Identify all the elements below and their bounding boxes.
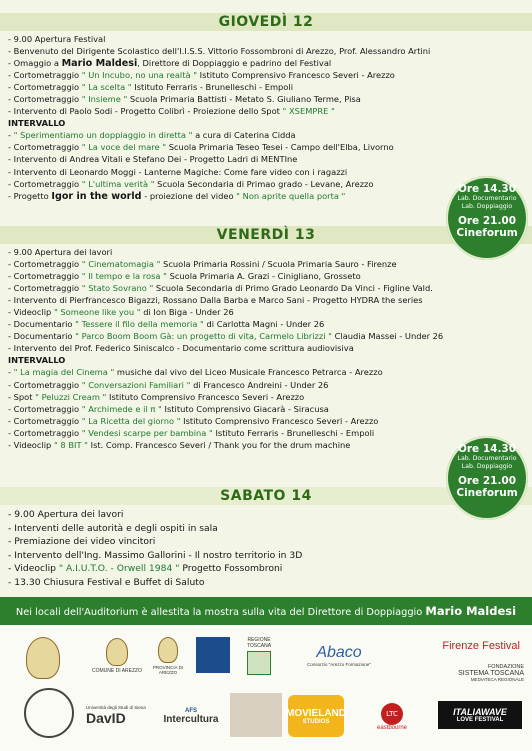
title-highlight: " Non aprite quella porta " — [236, 190, 346, 201]
schedule-item — [0, 535, 532, 549]
item-text: - Cortometraggio — [8, 94, 82, 105]
item-text: - Videoclip — [8, 563, 59, 575]
item-text: - Cortometraggio — [8, 178, 82, 189]
banner-text: Nei locali dell'Auditorium è allestita la mostra sulla vita del Direttore di Doppiaggio — [15, 607, 426, 618]
seal-logo — [24, 688, 74, 738]
title-highlight: " A.I.U.T.O. - Orwell 1984 " — [58, 563, 180, 575]
saturday-title: SABATO 14 — [0, 487, 532, 505]
item-text: - Videoclip — [8, 439, 54, 450]
friday-time-badge — [446, 436, 528, 520]
badge-cineforum: Cineforum — [456, 227, 518, 239]
ltc-logo: LTC eastbourne — [372, 695, 412, 739]
item-text: a cura di Caterina Cidda — [192, 130, 296, 141]
exhibition-banner — [0, 597, 532, 625]
item-text: - — [8, 130, 14, 141]
title-highlight: " 8 BIT " — [53, 439, 88, 450]
item-text: Scuola Secondaria di Primo Grado Leonardo Da Vinci - Figline Vald. — [153, 283, 433, 294]
crest-logo — [26, 637, 60, 679]
item-text: INTERVALLO — [8, 355, 66, 366]
title-highlight: " Stato Sovrano " — [81, 283, 154, 294]
schedule-item — [0, 270, 532, 282]
saturday-section — [0, 487, 532, 590]
title-highlight: " L'ultima verità " — [81, 178, 155, 189]
item-text: musiche dal vivo del Liceo Musicale Francesco Petrarca - Arezzo — [114, 367, 383, 378]
title-highlight: " La voce del mare " — [81, 142, 167, 153]
title-highlight: " Tessere il filo della memoria " — [75, 319, 204, 330]
item-text: - Cortometraggio — [8, 379, 82, 390]
item-text: - Documentario — [8, 331, 76, 342]
badge-lab-dub: Lab. Doppiaggio — [461, 462, 513, 470]
schedule-item — [0, 69, 532, 81]
schedule-item — [0, 153, 532, 165]
item-text: - 9.00 Apertura dei lavori — [8, 509, 124, 520]
provincia-arezzo-logo: PROVINCIA DI AREZZO — [150, 633, 186, 679]
item-text: - Intervento di Leonardo Moggi - Lanterne Magiche: Come fare video con i ragazzi — [8, 166, 348, 177]
regione-emblem-icon — [247, 651, 271, 675]
item-text: - Benvenuto del Dirigente Scolastico dell'I.I.S.S. Vittorio Fossombroni di Arezzo, Prof. Alessandro Artini — [8, 46, 431, 57]
item-text: - Cortometraggio — [8, 415, 82, 426]
title-highlight: " Peluzzi Cream " — [35, 391, 107, 402]
item-text: di Francesco Andreini - Under 26 — [190, 379, 329, 390]
title-highlight: " Il tempo e la rosa " — [81, 271, 167, 282]
schedule-item — [0, 403, 532, 415]
item-text: - Cortometraggio — [8, 283, 82, 294]
item-text: - Intervento di Andrea Vitali e Stefano Dei - Progetto Ladri di — [8, 154, 261, 165]
item-text: - Progetto — [8, 190, 52, 201]
item-text: Progetto Fossombroni — [179, 563, 283, 575]
badge-time-afternoon: Ore 14.30 — [457, 443, 517, 455]
item-text: Scuola Primaria Rossini / Scuola Primaria Sauro - Firenze — [160, 259, 397, 270]
item-text: - Cortometraggio — [8, 142, 82, 153]
movieland-logo: MOVIELAND STUDIOS — [288, 695, 344, 737]
comune-arezzo-logo: COMUNE DI AREZZO — [92, 633, 142, 679]
thursday-schedule — [0, 31, 532, 202]
item-text: MENTIne — [260, 154, 298, 165]
photo-logo — [230, 693, 282, 737]
badge-time-evening: Ore 21.00 — [457, 475, 517, 487]
title-highlight: " Un Incubo, no una realtà " — [81, 70, 198, 81]
schedule-item — [0, 45, 532, 57]
item-text: - Omaggio a — [8, 58, 62, 69]
fondazione-sistema-toscana-logo: FONDAZIONE SISTEMA TOSCANA MEDIATECA REGIONALE — [458, 664, 524, 682]
title-highlight: " Conversazioni Familiari " — [81, 379, 191, 390]
title-highlight: " Parco Boom Boom Gà: un progetto di vita, Carmelo Librizzi " — [75, 331, 332, 342]
thursday-title: GIOVEDÌ 12 — [0, 13, 532, 31]
item-text: - Spot — [8, 391, 36, 402]
item-text: Istituto Ferraris - Brunelleschi - Empoli — [212, 427, 375, 438]
abaco-logo: Abaco Consorzio "Arezzo Formazione" — [307, 643, 371, 667]
item-text: di Carlotta Magni - Under 26 — [203, 319, 325, 330]
italiawave-logo: ITALIAWAVE LOVE FESTIVAL — [438, 701, 522, 729]
intercultura-logo: AFS Intercultura — [163, 707, 219, 725]
schedule-item — [0, 318, 532, 330]
item-text: Scuola Secondaria di Primao grado - Levane, Arezzo — [154, 178, 374, 189]
item-text: - Cortometraggio — [8, 259, 82, 270]
saturday-schedule — [0, 505, 532, 590]
title-highlight: " XSEMPRE " — [282, 106, 335, 117]
friday-title: VENERDÌ 13 — [0, 226, 532, 244]
title-highlight: " Insieme " — [81, 94, 128, 105]
item-text: , Direttore di Doppiaggio e padrino del Festival — [137, 58, 332, 69]
badge-lab-doc: Lab. Documentario — [457, 455, 517, 462]
schedule-item — [0, 576, 532, 590]
schedule-item — [0, 415, 532, 427]
item-text: - Intervento di Pierfrancesco Bigazzi, Rossano Dalla Barba e Marco Sani - Progetto HYDRA the series — [8, 295, 423, 306]
david-logo: Università degli Studi di Siena DavID — [86, 704, 146, 726]
item-text: - Cortometraggio — [8, 403, 82, 414]
badge-time-evening: Ore 21.00 — [457, 215, 517, 227]
item-text: - Interventi delle autorità e degli ospiti in sala — [8, 522, 218, 534]
item-text: - Cortometraggio — [8, 271, 82, 282]
title-highlight: " Sperimentiamo un doppiaggio in diretta " — [13, 130, 193, 141]
item-text: di Ion Biga - Under 26 — [140, 307, 234, 318]
schedule-item — [0, 33, 532, 45]
name-highlight: Igor in the world — [51, 190, 142, 202]
institute-logo — [196, 637, 230, 673]
item-text: - 9.00 Apertura Festival — [8, 34, 106, 44]
schedule-item — [0, 294, 532, 306]
item-text: - Intervento dell'Ing. Massimo Gallorini - Il nostro territorio in 3D — [8, 549, 303, 561]
item-text: Istituto Comprensivo Giacarà - Siracusa — [161, 403, 329, 414]
item-text: Ist. Comp. Francesco Severi / Thank you for the drum machine — [87, 439, 351, 450]
schedule-item — [0, 379, 532, 391]
friday-schedule — [0, 244, 532, 451]
item-text: Istituto Comprensivo Francesco Severi - Arezzo — [197, 70, 395, 81]
firenze-festival-logo: Firenze Festival — [442, 640, 520, 652]
badge-lab-doc: Lab. Documentario — [457, 195, 517, 202]
item-text: Istituto Ferraris - Brunelleschi - Empoli — [131, 82, 293, 93]
item-text: - Cortometraggio — [8, 82, 82, 93]
name-highlight: Mario Maldesi — [61, 58, 138, 70]
item-text: Istituto Comprensivo Francesco Severi - Arezzo — [180, 415, 379, 426]
thursday-section — [0, 13, 532, 202]
item-text: - Cortometraggio — [8, 427, 82, 438]
sponsor-logos — [0, 625, 532, 751]
item-text: INTERVALLO — [8, 118, 66, 129]
title-highlight: " Someone like you " — [53, 307, 141, 318]
schedule-item — [0, 306, 532, 318]
schedule-item — [0, 246, 532, 258]
regione-toscana-logo: REGIONE TOSCANA — [242, 633, 276, 679]
item-text: Scuola Primaria Battisti - Metato S. Giuliano Terme, Pisa — [127, 94, 361, 105]
item-text: - Documentario — [8, 319, 76, 330]
schedule-item — [0, 258, 532, 270]
schedule-item — [0, 391, 532, 403]
title-highlight: " Vendesi scarpe per bambina " — [81, 427, 213, 438]
title-highlight: " La scelta " — [81, 82, 132, 93]
schedule-item — [0, 366, 532, 378]
item-text: - Premiazione dei video vincitori — [8, 536, 156, 548]
item-text: Claudia Massei - Under 26 — [331, 331, 444, 342]
schedule-item — [0, 522, 532, 536]
item-text: Istituto Comprensivo Francesco Severi - Arezzo — [106, 391, 305, 402]
schedule-item — [0, 129, 532, 141]
schedule-item — [0, 81, 532, 93]
schedule-item — [0, 562, 532, 576]
title-highlight: " La magia del Cinema " — [13, 367, 115, 378]
schedule-item — [0, 342, 532, 354]
schedule-item — [0, 427, 532, 439]
title-highlight: " Cinematomagia " — [81, 259, 161, 270]
thursday-time-badge — [446, 176, 528, 260]
item-text: Scuola Primaria A. Grazi - Cinigliano, Grosseto — [166, 271, 361, 282]
schedule-item — [0, 508, 532, 522]
item-text: - Videoclip — [8, 307, 54, 318]
schedule-item — [0, 549, 532, 563]
badge-lab-dub: Lab. Doppiaggio — [461, 202, 513, 210]
banner-highlight: Mario Maldesi — [425, 604, 517, 618]
schedule-item — [0, 93, 532, 105]
schedule-item — [0, 330, 532, 342]
schedule-item — [0, 105, 532, 117]
title-highlight: " La Ricetta del giorno " — [81, 415, 181, 426]
friday-section — [0, 226, 532, 451]
item-text: - — [8, 367, 14, 378]
title-highlight: " Archimede e il π " — [81, 403, 162, 414]
badge-cineforum: Cineforum — [456, 487, 518, 499]
item-text: - 9.00 Apertura dei lavori — [8, 247, 113, 257]
item-text: - Cortometraggio — [8, 70, 82, 81]
schedule-item — [0, 166, 532, 178]
interval-label — [0, 354, 532, 366]
interval-label — [0, 117, 532, 129]
item-text: - Intervento del Prof. Federico Siniscalco - Documentario come scrittura audiovisiva — [8, 343, 354, 354]
item-text: - Intervento di Paolo Sodi - Progetto Colibrì - Proiezione dello Spot — [8, 106, 283, 117]
provincia-crest-icon — [158, 637, 178, 663]
badge-time-afternoon: Ore 14.30 — [457, 183, 517, 195]
item-text: - 13.30 Chiusura Festival e Buffet di Saluto — [8, 576, 205, 588]
schedule-item — [0, 282, 532, 294]
item-text: Scuola Primaria Teseo Tesei - Campo dell'Elba, Livorno — [166, 142, 394, 153]
schedule-item — [0, 141, 532, 153]
schedule-item — [0, 57, 532, 69]
item-text: - proiezione del video — [141, 190, 237, 201]
comune-crest-icon — [106, 638, 128, 666]
